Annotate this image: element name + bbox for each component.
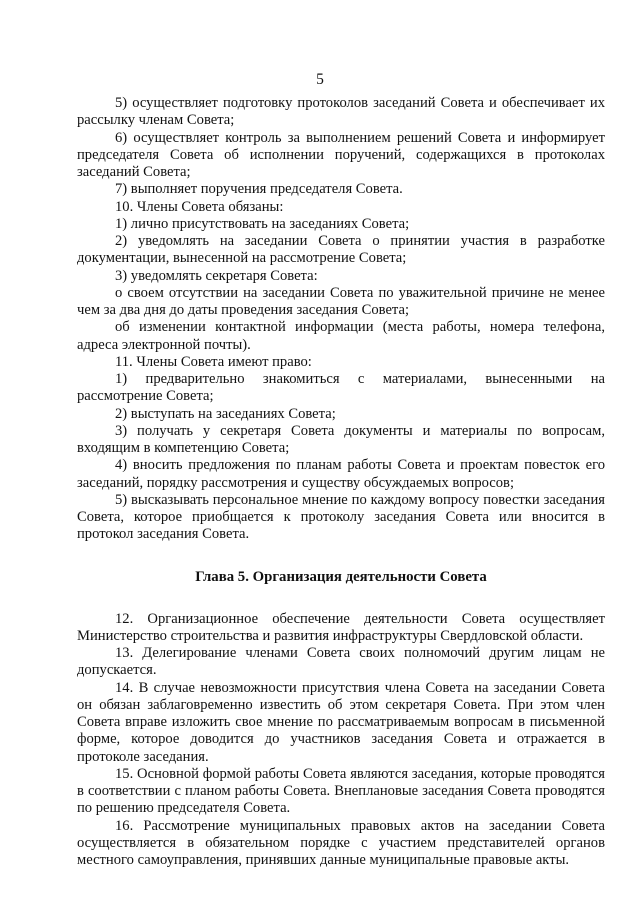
paragraph: об изменении контактной информации (места работы, номера телефона, адреса электронной почты). — [77, 319, 605, 353]
paragraph: 6) осуществляет контроль за выполнением решений Совета и информирует председателя Совета об исполнении поручений, содержащихся в протоколах заседаний Совета; — [77, 129, 605, 180]
paragraph: о своем отсутствии на заседании Совета по уважительной причине не менее чем за два дня до даты проведения заседания Совета; — [77, 284, 605, 318]
page-number: 5 — [316, 71, 324, 88]
paragraph: 5) осуществляет подготовку протоколов заседаний Совета и обеспечивает их рассылку членам Совета; — [77, 95, 605, 129]
paragraph: 14. В случае невозможности присутствия члена Совета на заседании Совета он обязан заблаговременно известить об этом секретаря Совета. При этом член Совета вправе изложить свое мнение по рассматриваемым вопросам в письменной форме, которое доводится до участников заседания Совета и отражается в протоколе заседания. — [77, 679, 605, 765]
paragraph: 13. Делегирование членами Совета своих полномочий другим лицам не допускается. — [77, 645, 605, 679]
paragraph: 7) выполняет поручения председателя Совета. — [115, 181, 403, 198]
paragraph: 10. Члены Совета обязаны: — [115, 198, 284, 215]
paragraph: 1) предварительно знакомиться с материалами, вынесенными на рассмотрение Совета; — [77, 371, 605, 405]
paragraph: 2) уведомлять на заседании Совета о принятии участия в разработке документации, вынесенной на рассмотрение Совета; — [77, 233, 605, 267]
paragraph: 4) вносить предложения по планам работы Совета и проектам повесток его заседаний, порядку рассмотрения и существу обсуждаемых вопросов; — [77, 457, 605, 491]
paragraph: 16. Рассмотрение муниципальных правовых актов на заседании Совета осуществляется в обязательном порядке с участием представителей органов местного самоуправления, принявших данные муниципальные правовые акты. — [77, 817, 605, 868]
paragraph: 11. Члены Совета имеют право: — [115, 353, 312, 370]
paragraph: 2) выступать на заседаниях Совета; — [115, 405, 336, 422]
paragraph: 3) получать у секретаря Совета документы и материалы по вопросам, входящим в компетенцию Совета; — [77, 422, 605, 456]
paragraph: 12. Организационное обеспечение деятельности Совета осуществляет Министерство строительства и развития инфраструктуры Свердловской области. — [77, 610, 605, 644]
chapter-heading: Глава 5. Организация деятельности Совета — [195, 568, 487, 585]
paragraph: 5) высказывать персональное мнение по каждому вопросу повестки заседания Совета, которое приобщается к протоколу заседания Совета или вносится в протокол заседания Совета. — [77, 491, 605, 543]
section-before-heading — [77, 95, 605, 544]
paragraph: 15. Основной формой работы Совета являются заседания, которые проводятся в соответствии с планом работы Совета. Внеплановые заседания Совета проводятся по решению председателя Совета. — [77, 765, 605, 817]
paragraph: 1) лично присутствовать на заседаниях Совета; — [115, 215, 410, 232]
document-body — [77, 95, 605, 869]
paragraph: 3) уведомлять секретаря Совета: — [115, 267, 318, 284]
section-after-heading — [77, 611, 605, 870]
